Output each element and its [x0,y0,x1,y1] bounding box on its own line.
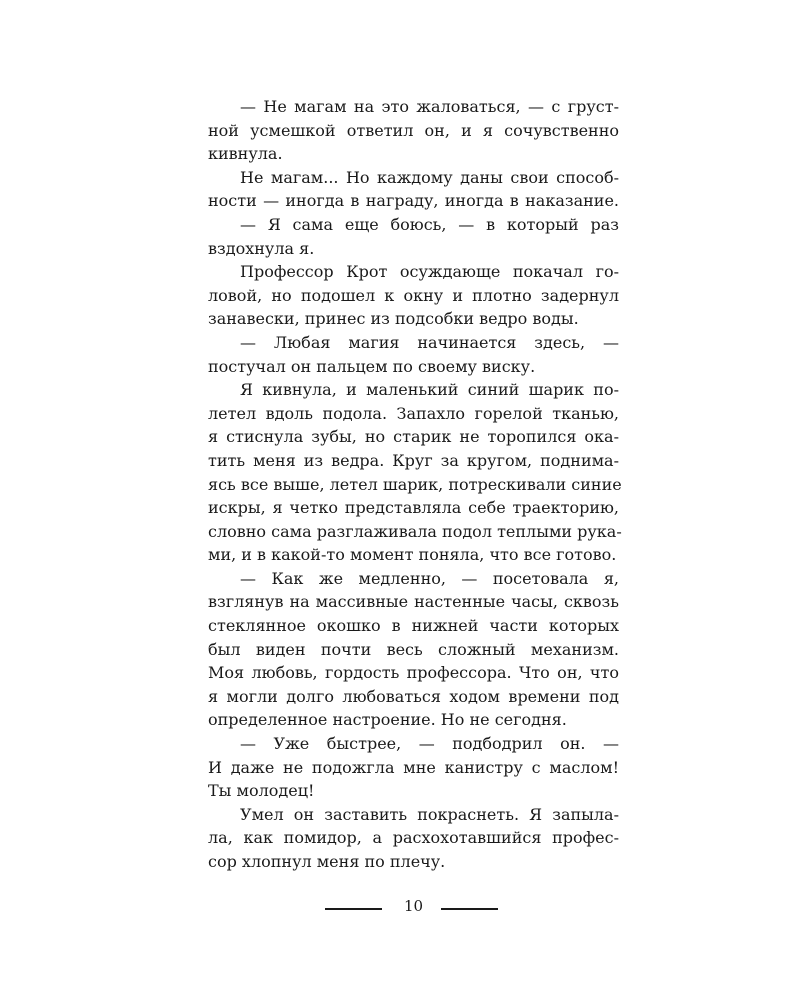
footer-rule-right [441,908,498,910]
text-line: ясь все выше, летел шарик, потрескивали синие [208,474,622,494]
text-line: Умел он заставить покраснеть. Я запыла- [240,804,619,824]
text-line: — Любая магия начинается здесь, — [240,332,619,352]
text-line: — Как же медленно, — посетовала я, [240,568,619,588]
text-line: — Не магам на это жаловаться, — с груст- [240,97,619,116]
text-line: Моя любовь, гордость профессора. Что он, что [208,663,619,683]
text-line: я могли долго любоваться ходом времени под [208,686,619,706]
text-line: сор хлопнул меня по плечу. [208,852,446,871]
text-line: Профессор Крот осуждающе покачал го- [240,262,619,282]
text-line: словно сама разглаживала подол теплыми рука- [208,521,622,541]
text-line: Ты молодец! [208,781,315,801]
page-footer [0,897,800,919]
text-line: искры, я четко представляла себе траекторию, [208,498,619,518]
text-line: И даже не подожгла мне канистру с маслом! [208,757,619,777]
text-line: тить меня из ведра. Круг за кругом, поднима- [208,450,619,470]
footer-rule-left [325,908,382,910]
text-line: ности — иногда в награду, иногда в наказание. [208,191,619,211]
page-number: 10 [403,897,424,915]
book-page-text [208,95,622,874]
text-line: ми, и в какой-то момент поняла, что все готово. [208,545,617,565]
text-line: Не магам... Но каждому даны свои способ- [240,167,619,187]
text-line: ла, как помидор, а расхохотавшийся профес- [208,828,619,848]
text-line: вздохнула я. [208,238,315,258]
text-line: — Я сама еще боюсь, — в который раз [240,214,619,234]
text-line: кивнула. [208,144,283,164]
text-line: я стиснула зубы, но старик не торопился ока- [208,427,619,447]
text-line: был виден почти весь сложный механизм. [208,639,619,659]
text-line: ной усмешкой ответил он, и я сочувственно [208,120,619,140]
text-line: определенное настроение. Но не сегодня. [208,710,567,730]
text-line: постучал он пальцем по своему виску. [208,356,536,376]
text-line: ловой, но подошел к окну и плотно задернул [208,285,619,305]
text-line: летел вдоль подола. Запахло горелой тканью, [208,403,619,423]
text-line: занавески, принес из подсобки ведро воды. [208,309,579,329]
text-line: стеклянное окошко в нижней части которых [208,616,619,636]
text-line: — Уже быстрее, — подбодрил он. — [240,734,619,754]
text-line: взглянув на массивные настенные часы, сквозь [208,592,619,612]
text-line: Я кивнула, и маленький синий шарик по- [240,380,619,400]
